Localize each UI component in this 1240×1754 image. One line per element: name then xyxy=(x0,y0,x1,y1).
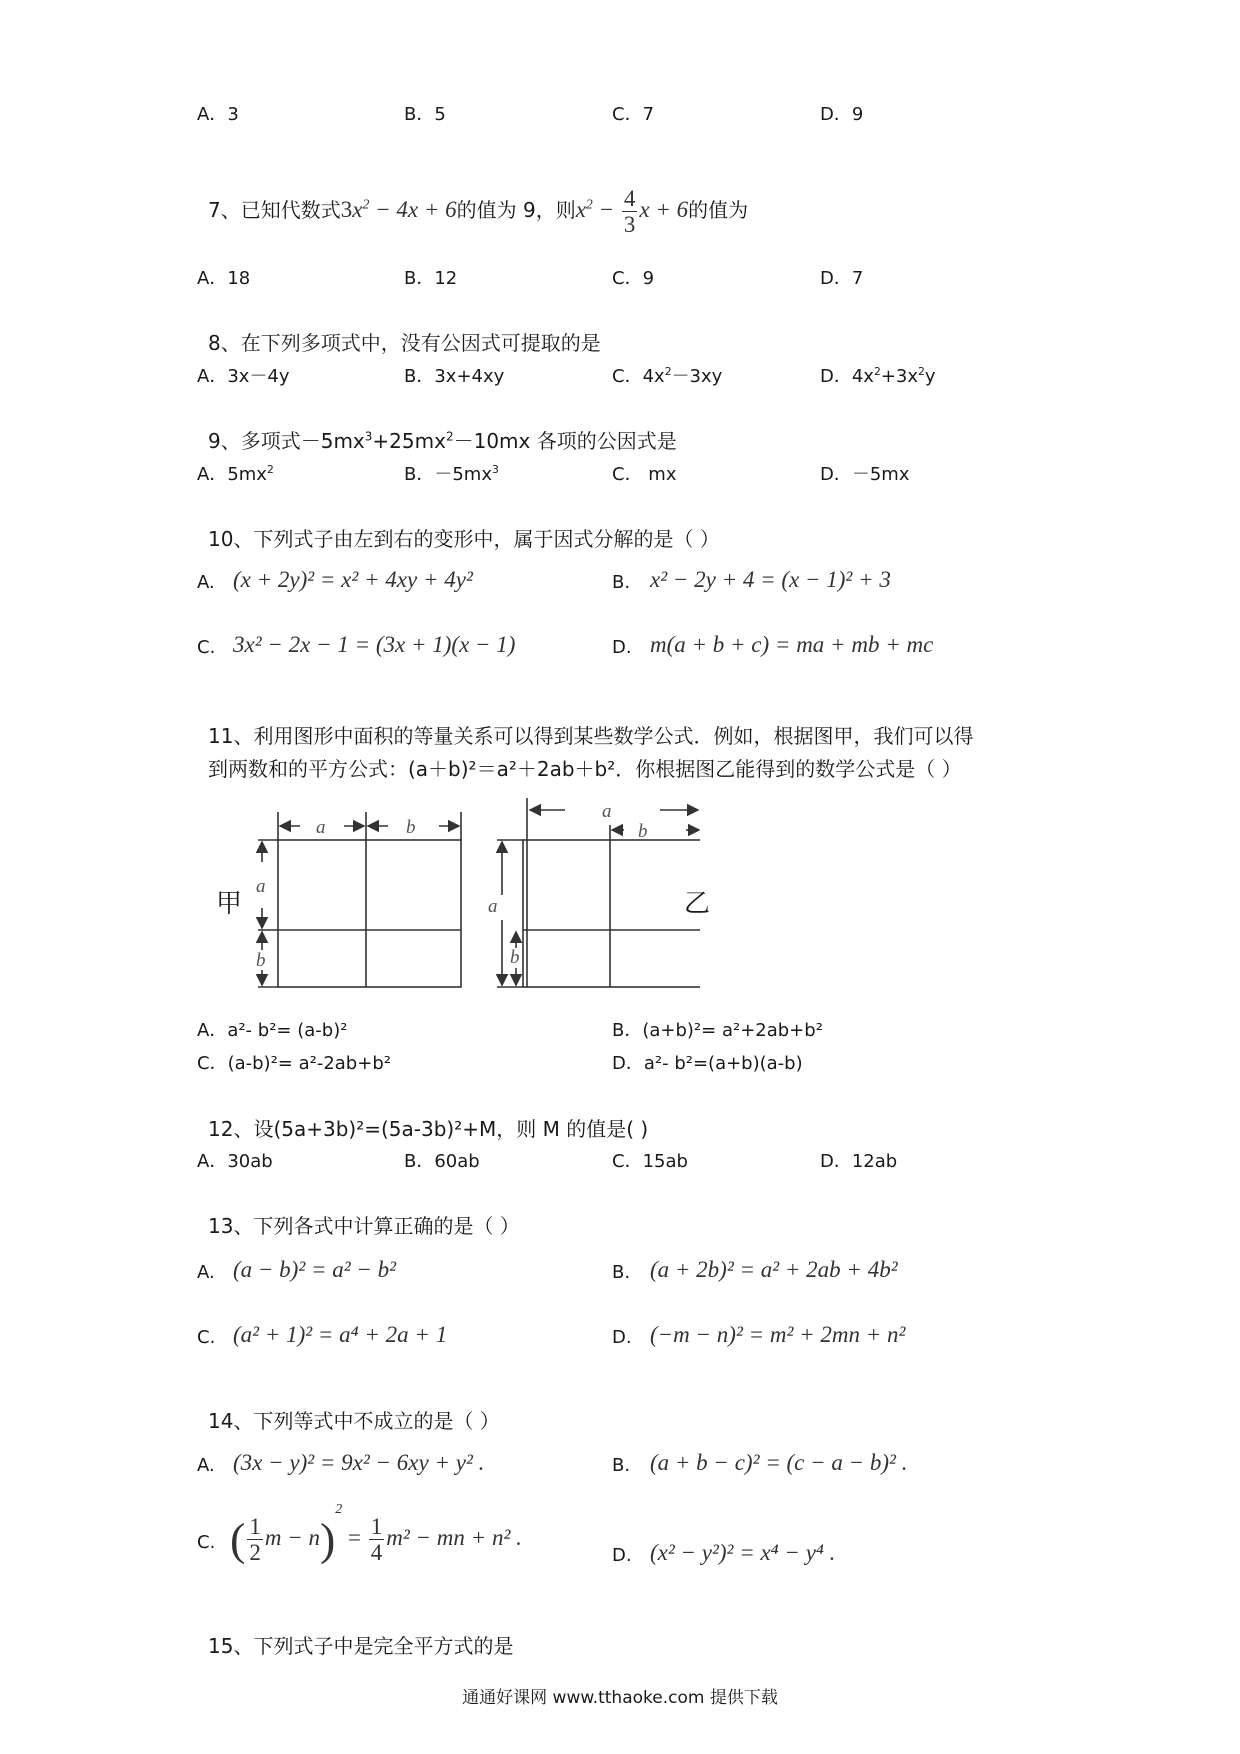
q9-option-d: D．－5mx xyxy=(820,464,910,485)
figure-yi xyxy=(497,798,700,987)
yi-side-a-label: a xyxy=(488,896,498,917)
q10-option-c-label: C. xyxy=(197,637,216,658)
yi-top-b-label: b xyxy=(638,821,648,842)
q14-option-c-label: C. xyxy=(197,1532,216,1553)
q10-option-a-label: A. xyxy=(197,572,215,593)
q14-option-c-expr: ( $\frac{1}{2}$ m − n)$^2$ = $\frac{1}{4}$ m² − mn + n² . xyxy=(230,1502,522,1566)
q13-option-c-expr: (a² + 1)² = a⁴ + 2a + 1 xyxy=(233,1322,448,1347)
q13-option-b-label: B. xyxy=(612,1262,631,1283)
q8-option-c: C．$4x^2-3xy$ xyxy=(612,365,723,387)
q11-stem-line2: 到两数和的平方公式：(a＋b)²＝a²＋2ab＋b²．你根据图乙能得到的数学公式是（ ） xyxy=(208,757,962,781)
q9-option-a: A．$5mx^2$ xyxy=(197,463,274,485)
q6-option-a: A．3 xyxy=(197,104,239,125)
q11-option-d: D．a²- b²=(a+b)(a-b) xyxy=(612,1053,803,1074)
q7-fraction: $\frac{4}{3}$ xyxy=(623,186,636,238)
q11-option-a: A．a²- b²= (a-b)² xyxy=(197,1020,348,1041)
q7-expr2: $x^2$ − $\frac{4}{3}$ x + 6 xyxy=(575,186,689,238)
q6-option-b: B．5 xyxy=(404,104,446,125)
q13-option-d-label: D. xyxy=(612,1327,632,1348)
q10-option-b-label: B. xyxy=(612,572,631,593)
q9-stem: 9、多项式$-5mx^3+25mx^2-10mx$ 各项的公因式是 xyxy=(208,429,677,453)
q12-option-d: D．12ab xyxy=(820,1151,898,1172)
q7-mid: 的值为 9，则 xyxy=(456,198,576,223)
q7-prefix: 7、已知代数式 xyxy=(208,198,341,223)
q14-option-b-label: B. xyxy=(612,1455,631,1476)
q13-stem: 13、下列各式中计算正确的是（ ） xyxy=(208,1214,520,1238)
q6-option-c: C．7 xyxy=(612,104,655,125)
q14-option-a-label: A. xyxy=(197,1455,215,1476)
figure-yi-label: 乙 xyxy=(684,889,711,919)
q6-option-d: D．9 xyxy=(820,104,864,125)
q10-option-a-expr: (x + 2y)² = x² + 4xy + 4y² xyxy=(233,567,473,592)
yi-top-a-label: a xyxy=(602,801,612,822)
q8-stem: 8、在下列多项式中，没有公因式可提取的是 xyxy=(208,331,601,355)
q7-stem xyxy=(208,186,748,238)
q9-option-b: B．$-5mx^3$ xyxy=(404,463,499,485)
q10-stem: 10、下列式子由左到右的变形中，属于因式分解的是（ ） xyxy=(208,527,720,551)
jia-top-b-label: b xyxy=(406,817,416,838)
jia-top-a-label: a xyxy=(316,817,326,838)
q13-option-c-label: C. xyxy=(197,1327,216,1348)
q8-option-b: B．3x+4xy xyxy=(404,366,505,387)
q10-option-d-label: D. xyxy=(612,637,632,658)
q13-option-a-expr: (a − b)² = a² − b² xyxy=(233,1257,397,1282)
q7-option-a: A．18 xyxy=(197,268,251,289)
q14-stem: 14、下列等式中不成立的是（ ） xyxy=(208,1409,500,1433)
q10-option-c-expr: 3x² − 2x − 1 = (3x + 1)(x − 1) xyxy=(233,632,516,657)
q13-option-d-expr: (−m − n)² = m² + 2mn + n² xyxy=(650,1322,906,1347)
yi-side-b-label: b xyxy=(510,947,520,968)
q7-expr1: $3x^2 - 4x + 6$ xyxy=(340,196,457,223)
figure-jia-label: 甲 xyxy=(216,889,243,919)
q14-option-d-expr: (x² − y²)² = x⁴ − y⁴ . xyxy=(650,1540,836,1565)
q12-option-c: C．15ab xyxy=(612,1151,688,1172)
q13-option-a-label: A. xyxy=(197,1262,215,1283)
q14-option-d-label: D. xyxy=(612,1545,632,1566)
q13-option-b-expr: (a + 2b)² = a² + 2ab + 4b² xyxy=(650,1257,898,1282)
q11-option-c: C．(a-b)²= a²-2ab+b² xyxy=(197,1053,391,1074)
q8-option-d: D．$4x^2+3x^2y$ xyxy=(820,365,936,387)
q9-option-c: C． mx xyxy=(612,464,677,485)
q7-option-b: B．12 xyxy=(404,268,458,289)
q11-figures xyxy=(240,790,700,990)
q10-option-d-expr: m(a + b + c) = ma + mb + mc xyxy=(650,632,934,657)
jia-side-a-label: a xyxy=(256,876,266,897)
q11-option-b: B．(a+b)²= a²+2ab+b² xyxy=(612,1020,823,1041)
q14-option-b-expr: (a + b − c)² = (c − a − b)² . xyxy=(650,1450,908,1475)
jia-side-b-label: b xyxy=(256,950,266,971)
q11-stem-line1: 11、利用图形中面积的等量关系可以得到某些数学公式．例如，根据图甲，我们可以得 xyxy=(208,724,974,748)
q12-option-a: A．30ab xyxy=(197,1151,273,1172)
q12-stem: 12、设(5a+3b)²=(5a-3b)²+M，则 M 的值是( ) xyxy=(208,1117,649,1141)
q8-option-a: A．3x－4y xyxy=(197,366,290,387)
q7-suffix: 的值为 xyxy=(688,198,749,223)
q7-option-d: D．7 xyxy=(820,268,864,289)
q10-option-b-expr: x² − 2y + 4 = (x − 1)² + 3 xyxy=(650,567,891,592)
q12-option-b: B．60ab xyxy=(404,1151,480,1172)
page-footer: 通通好课网 www.tthaoke.com 提供下载 xyxy=(462,1688,778,1708)
q7-option-c: C．9 xyxy=(612,268,655,289)
q15-stem: 15、下列式子中是完全平方式的是 xyxy=(208,1634,514,1658)
q14-option-a-expr: (3x − y)² = 9x² − 6xy + y² . xyxy=(233,1450,485,1475)
figure-jia xyxy=(258,812,461,987)
